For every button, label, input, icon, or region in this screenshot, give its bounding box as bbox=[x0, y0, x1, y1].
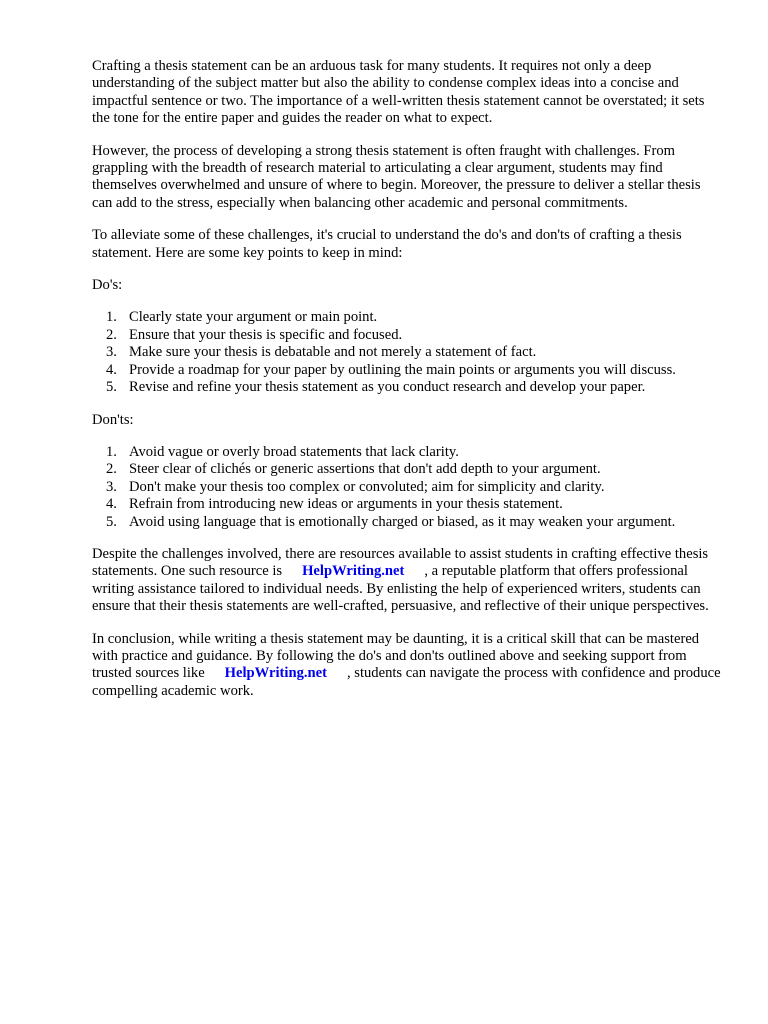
intro-paragraph-1: Crafting a thesis statement can be an arduous task for many students. It requires not only a deep understanding of the subject matter but also the ability to condense complex ideas into a concise and impactful sentence or two. The importance of a well-written thesis statement cannot be overstated; it sets the tone for the entire paper and guides the reader on what to expect. bbox=[92, 58, 705, 127]
donts-list bbox=[92, 444, 722, 531]
list-item: 1. Clearly state your argument or main point. bbox=[106, 309, 378, 326]
conclusion-text-after: , students can navigate the process with confidence and produce compelling academic work. bbox=[92, 665, 721, 699]
intro-paragraph-3: To alleviate some of these challenges, it's crucial to understand the do's and don'ts of crafting a thesis statement. Here are some key points to keep in mind: bbox=[92, 227, 682, 261]
list-item-text: Refrain from introducing new ideas or arguments in your thesis statement. bbox=[129, 496, 563, 513]
list-item-text: Ensure that your thesis is specific and focused. bbox=[129, 326, 403, 343]
list-item: 5. Avoid using language that is emotionally charged or biased, as it may weaken your argument. bbox=[106, 513, 676, 530]
list-item-text: Provide a roadmap for your paper by outlining the main points or arguments you will discuss. bbox=[129, 361, 676, 378]
resources-text-after: , a reputable platform that offers professional writing assistance tailored to individual needs. By enlisting the help of experienced writers, students can ensure that their thesis statements are well-crafted, persuasive, and reflective of their unique perspectives. bbox=[92, 563, 709, 615]
list-item: 2. Ensure that your thesis is specific and focused. bbox=[106, 326, 403, 343]
list-item-text: Avoid using language that is emotionally charged or biased, as it may weaken your argument. bbox=[129, 513, 676, 530]
resources-paragraph bbox=[92, 546, 722, 616]
donts-heading: Don'ts: bbox=[92, 411, 134, 428]
intro-paragraph-2: However, the process of developing a strong thesis statement is often fraught with challenges. From grappling with the breadth of research material to articulating a clear argument, students may find themselves overwhelmed and unsure of where to begin. Moreover, the pressure to deliver a stellar thesis can add to the stress, especially when balancing other academic and personal commitments. bbox=[92, 142, 701, 211]
list-item-text: Clearly state your argument or main point. bbox=[129, 309, 378, 326]
list-item: 3. Don't make your thesis too complex or convoluted; aim for simplicity and clarity. bbox=[106, 478, 605, 495]
list-item-text: Revise and refine your thesis statement as you conduct research and develop your paper. bbox=[129, 379, 646, 396]
list-item: 3. Make sure your thesis is debatable and not merely a statement of fact. bbox=[106, 344, 537, 361]
document-body bbox=[92, 58, 722, 715]
helpwriting-link[interactable]: HelpWriting.net bbox=[302, 563, 405, 580]
list-item: 5. Revise and refine your thesis statement as you conduct research and develop your paper. bbox=[106, 379, 646, 396]
list-item: 1. Avoid vague or overly broad statements that lack clarity. bbox=[106, 443, 459, 460]
dos-heading: Do's: bbox=[92, 277, 123, 294]
dos-list bbox=[92, 309, 722, 396]
list-item: 4. Refrain from introducing new ideas or arguments in your thesis statement. bbox=[106, 496, 563, 513]
resources-text-before: Despite the challenges involved, there are resources available to assist students in crafting effective thesis statements. One such resource is bbox=[92, 545, 709, 580]
list-item-text: Steer clear of clichés or generic assertions that don't add depth to your argument. bbox=[129, 461, 601, 478]
helpwriting-link-conclusion[interactable]: HelpWriting.net bbox=[224, 665, 327, 682]
conclusion-paragraph bbox=[92, 631, 722, 701]
conclusion-text-before: In conclusion, while writing a thesis statement may be daunting, it is a critical skill that can be mastered with practice and guidance. By following the do's and don'ts outlined above and seeking support from trusted sources like bbox=[92, 630, 700, 682]
list-item-text: Make sure your thesis is debatable and not merely a statement of fact. bbox=[129, 344, 537, 361]
list-item-text: Don't make your thesis too complex or convoluted; aim for simplicity and clarity. bbox=[129, 478, 605, 495]
list-item: 2. Steer clear of clichés or generic assertions that don't add depth to your argument. bbox=[106, 461, 601, 478]
list-item-text: Avoid vague or overly broad statements that lack clarity. bbox=[129, 443, 459, 460]
list-item: 4. Provide a roadmap for your paper by outlining the main points or arguments you will discuss. bbox=[106, 361, 676, 378]
